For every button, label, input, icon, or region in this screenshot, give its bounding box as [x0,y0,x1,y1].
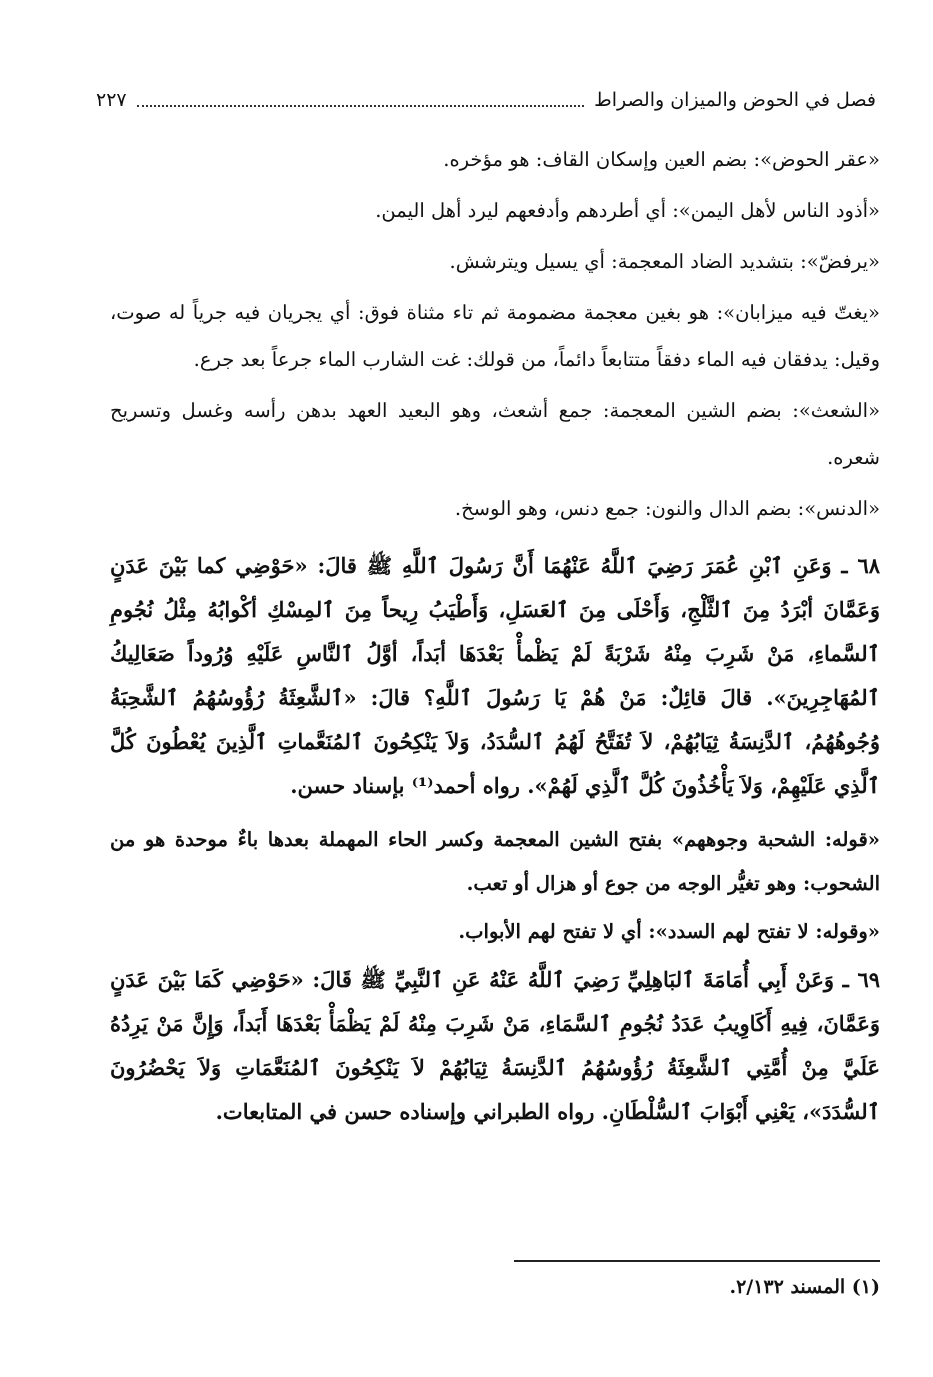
page-number: ٢٢٧ [96,89,127,111]
gloss-adhud-alnas: «أذود الناس لأهل اليمن»: أي أطردهم وأدفعهم ليرد أهل اليمن. [375,199,880,222]
chapter-title: فصل في الحوض والميزان والصراط [594,89,876,111]
footnote-divider [514,1260,880,1262]
gloss-dunus: «الدنس»: بضم الدال والنون: جمع دنس، وهو الوسخ. [454,497,880,520]
gloss-yarfadd: «يرفضّ»: بتشديد الضاد المعجمة: أي يسيل ويترشش. [449,250,880,273]
header-leader-dots [137,105,585,107]
page-body [110,136,880,1144]
hadith-68: ٦٨ ـ وَعَنِ ٱبْنِ عُمَرَ رَضِيَ ٱللَّهُ عَنْهُمَا أَنَّ رَسُولَ ٱللَّهِ ﷺ قالَ: «حَوْضِي كما بَيْنَ عَدَنٍ وَعَمَّانَ أبْرَدُ مِنَ ٱلثَّلْجِ، وَأَحْلَى مِنَ ٱلعَسَلِ، وَأَطْيَبُ رِيحاً مِنَ ٱلمِسْكِ أكْوابُهُ مِثْلُ نُجُومِ ٱلسَّماءِ، مَنْ شَرِبَ مِنْهُ شَرْبَةً لَمْ يَظْمأْ بَعْدَهَا أبَداً، أوَّلُ ٱلنَّاسِ عَلَيْهِ وُرُوداً صَعَالِيكُ ٱلمُهَاجِرِينَ». قالَ قائِلٌ: مَنْ هُمْ يَا رَسُولَ ٱللَّهِ؟ قالَ: «ٱلشَّعِثَةُ رُؤُوسُهُمُ ٱلشَّحِبَةُ وُجُوهُهُمُ، ٱلدَّنِسَةُ ثِيَابُهُمْ، لاَ تُفَتَّحُ لَهُمُ ٱلسُّدَدُ، وَلاَ يَنْكِحُونَ ٱلمُنَعَّماتِ ٱلَّذِينَ يُعْطُونَ كُلَّ ٱلَّذِي عَلَيْهِمْ، وَلاَ يَأْخُذُونَ كُلَّ ٱلَّذِي لَهُمْ». رواه أحمد⁽¹⁾ بإسناد حسن. [110,553,880,798]
gloss-aqr-alhawd: «عقر الحوض»: بضم العين وإسكان القاف: هو مؤخره. [443,148,880,171]
note-sudad: «وقوله: لا تفتح لهم السدد»: أي لا تفتح لهم الأبواب. [458,920,880,943]
footnote: (١) المسند ٢/١٣٢. [729,1276,880,1298]
running-header [96,82,876,118]
gloss-yaghutt: «يغتّ فيه ميزابان»: هو بغين معجمة مضمومة ثم تاء مثناة فوق: أي يجريان فيه جرياً له صوت، وقيل: يدفقان فيه الماء دفقاً متتابعاً دائماً، من قولك: غت الشارب الماء جرعاً بعد جرع. [110,301,880,371]
hadith-69: ٦٩ ـ وَعَنْ أَبِي أُمَامَةَ ٱلبَاهِلِيِّ رَضِيَ ٱللَّهُ عَنْهُ عَنِ ٱلنَّبِيِّ ﷺ قَالَ: «حَوْضِي كَمَا بَيْنَ عَدَنٍ وَعَمَّانَ، فِيهِ أَكَاوِيبُ عَدَدُ نُجُومِ ٱلسَّمَاءِ، مَنْ شَرِبَ مِنْهُ لَمْ يَظْمَأْ بَعْدَهَا أَبَداً، وَإِنَّ مَنْ يَرِدُهُ عَلَيَّ مِنْ أُمَّتِي ٱلشَّعِثَةُ رُؤُوسُهُمُ ٱلدَّنِسَةُ ثِيَابُهُمْ لاَ يَنْكِحُونَ ٱلمُنَعَّمَاتِ وَلاَ يَحْضُرُونَ ٱلسُّدَدَ»، يَعْنِي أَبْوَابَ ٱلسُّلْطَانِ. رواه الطبراني وإسناده حسن في المتابعات. [110,967,880,1124]
note-shahiba: «قوله: الشحبة وجوههم» بفتح الشين المعجمة وكسر الحاء المهملة بعدها باءٌ موحدة هو من الشحوب: وهو تغيُّر الوجه من جوع أو هزال أو تعب. [110,828,880,895]
gloss-shuth: «الشعث»: بضم الشين المعجمة: جمع أشعث، وهو البعيد العهد بدهن رأسه وغسل وتسريح شعره. [110,399,880,469]
